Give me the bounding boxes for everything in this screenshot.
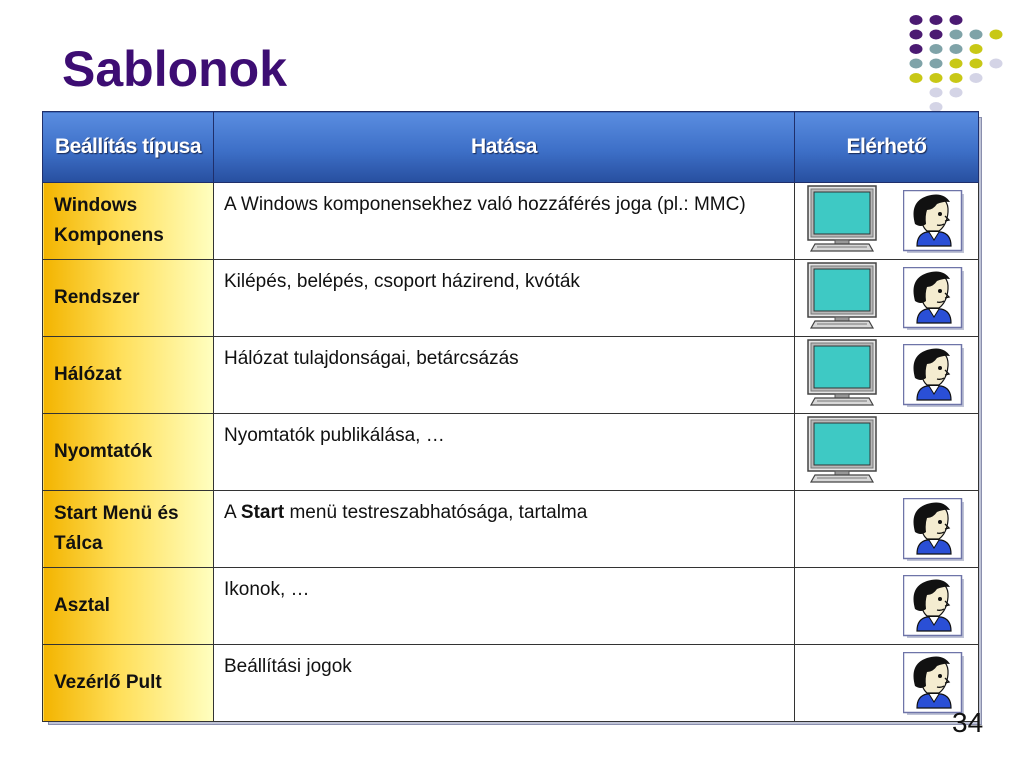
availability-cell — [795, 183, 979, 260]
effect-text-end: menü testreszabhatósága, tartalma — [284, 502, 588, 523]
decorative-dot — [950, 44, 963, 54]
decorative-dot — [970, 59, 983, 69]
table-row — [43, 491, 979, 568]
decorative-dot — [930, 59, 943, 69]
availability-cell — [795, 260, 979, 337]
setting-effect-cell — [214, 183, 795, 260]
table-row — [43, 337, 979, 414]
effect-bold-text: Start — [240, 502, 285, 523]
column-header-available: Elérhető — [795, 112, 979, 183]
decorative-dot — [950, 30, 963, 40]
decorative-dots — [0, 0, 1024, 120]
effect-text: Kilépés, belépés, csoport házirend, kvóták — [224, 271, 580, 292]
decorative-dot — [930, 73, 943, 83]
decorative-dot — [910, 73, 923, 83]
setting-type-cell: Nyomtatók — [43, 414, 214, 491]
table-row — [43, 645, 979, 722]
column-header-effect: Hatása — [214, 112, 795, 183]
decorative-dot — [910, 44, 923, 54]
user-face-icon — [903, 575, 965, 644]
decorative-dot — [950, 73, 963, 83]
effect-text: Beállítási jogok — [224, 656, 352, 677]
decorative-dot — [970, 30, 983, 40]
setting-effect-cell — [214, 337, 795, 414]
setting-effect-cell — [214, 645, 795, 722]
availability-cell — [795, 491, 979, 568]
user-face-icon — [903, 344, 965, 413]
decorative-dot — [950, 15, 963, 25]
setting-type-cell: Vezérlő Pult — [43, 645, 214, 722]
effect-text: A Windows komponensekhez való hozzáférés joga (pl.: MMC) — [224, 194, 746, 215]
availability-cell — [795, 645, 979, 722]
setting-type-cell: Hálózat — [43, 337, 214, 414]
availability-cell — [795, 337, 979, 414]
decorative-dot — [990, 59, 1003, 69]
setting-type-cell: Asztal — [43, 568, 214, 645]
effect-text: Hálózat tulajdonságai, betárcsázás — [224, 348, 519, 369]
setting-type-cell: Windows Komponens — [43, 183, 214, 260]
decorative-dot — [930, 88, 943, 98]
user-face-icon — [903, 190, 965, 259]
computer-monitor-icon — [807, 339, 877, 416]
table-row — [43, 568, 979, 645]
settings-table — [42, 111, 979, 722]
setting-effect-cell — [214, 414, 795, 491]
setting-effect-cell — [214, 568, 795, 645]
slide-title: Sablonok — [62, 41, 288, 97]
page-number: 34 — [952, 707, 984, 738]
setting-type-cell: Rendszer — [43, 260, 214, 337]
decorative-dot — [930, 44, 943, 54]
computer-monitor-icon — [807, 416, 877, 493]
table-row — [43, 183, 979, 260]
table-row — [43, 414, 979, 491]
decorative-dot — [910, 30, 923, 40]
decorative-dot — [910, 15, 923, 25]
decorative-dot — [930, 15, 943, 25]
effect-text: A — [224, 502, 241, 523]
user-face-icon — [903, 498, 965, 567]
setting-type-cell: Start Menü és Tálca — [43, 491, 214, 568]
table-row — [43, 260, 979, 337]
decorative-dot — [970, 73, 983, 83]
table-header-row — [43, 112, 979, 183]
user-face-icon — [903, 267, 965, 336]
setting-effect-cell — [214, 491, 795, 568]
availability-cell — [795, 568, 979, 645]
decorative-dot — [930, 30, 943, 40]
computer-monitor-icon — [807, 185, 877, 262]
decorative-dot — [950, 88, 963, 98]
decorative-dot — [990, 30, 1003, 40]
setting-effect-cell — [214, 260, 795, 337]
decorative-dot — [970, 44, 983, 54]
decorative-dot — [950, 59, 963, 69]
decorative-dot — [910, 59, 923, 69]
column-header-type: Beállítás típusa — [43, 112, 214, 183]
availability-cell — [795, 414, 979, 491]
effect-text: Ikonok, … — [224, 579, 310, 600]
computer-monitor-icon — [807, 262, 877, 339]
effect-text: Nyomtatók publikálása, … — [224, 425, 445, 446]
